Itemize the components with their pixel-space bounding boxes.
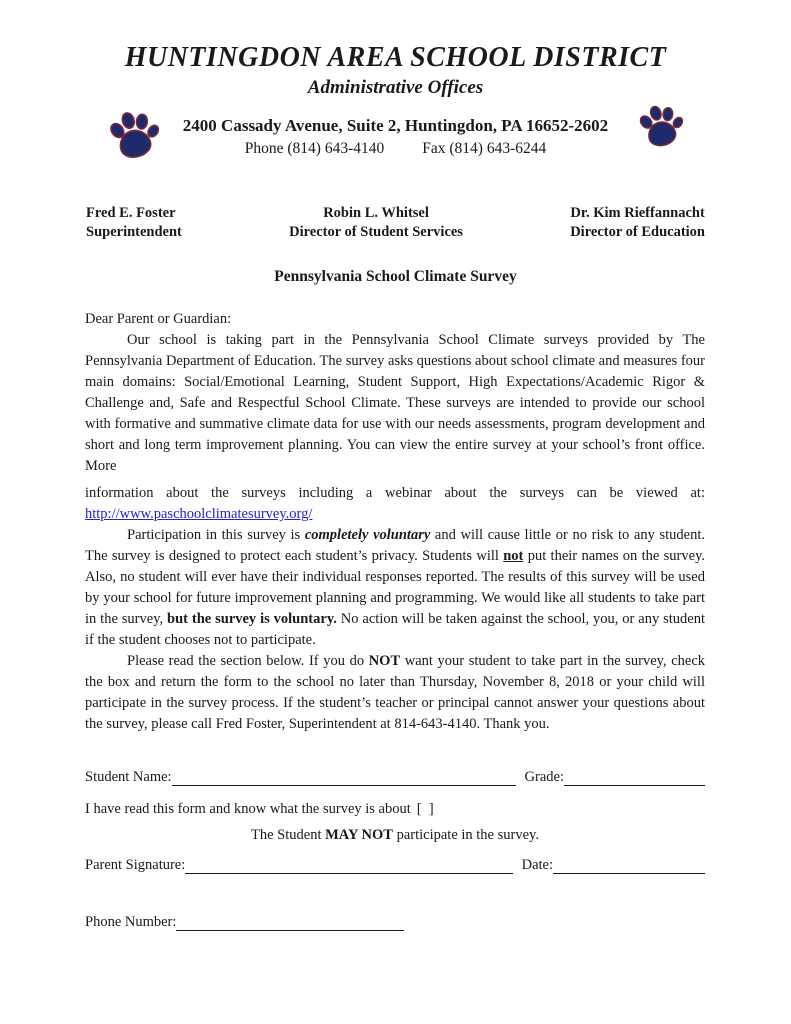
maynot-statement bbox=[85, 827, 705, 844]
text-segment: put their names on the survey. Also, no student will ever have their individual responses reported. The results of this survey will be used by your school for future improvement planning and programming. We would like all students to take part in the survey, bbox=[85, 548, 705, 627]
emphasis-completely-voluntary: completely voluntary bbox=[304, 527, 431, 543]
text-segment: want your student to take part in the survey, check the box and return the form to the school no later than Thursday, November 8, 2018 or your child will participate in the survey process. If the student’s teacher or principal cannot answer your questions about the survey, please call Fred Foster, Superintendent at 814-643-4140. Thank you. bbox=[85, 653, 705, 732]
phone-number: Phone (814) 643-4140 bbox=[244, 140, 385, 157]
contact-name: Fred E. Foster bbox=[86, 205, 176, 221]
student-name-field[interactable] bbox=[172, 769, 516, 786]
letter-body bbox=[85, 309, 705, 735]
contact-student-services bbox=[289, 204, 463, 242]
district-address: 2400 Cassady Avenue, Suite 2, Huntingdon, PA 16652-2602 bbox=[182, 116, 609, 135]
date-field[interactable] bbox=[553, 857, 705, 874]
emphasis-NOT: NOT bbox=[368, 653, 401, 669]
district-letterhead bbox=[0, 0, 791, 158]
letter-title: Pennsylvania School Climate Survey bbox=[274, 268, 517, 285]
parent-signature-label: Parent Signature: bbox=[85, 857, 186, 873]
student-name-label: Student Name: bbox=[85, 769, 172, 785]
contact-education bbox=[570, 204, 705, 242]
phone-number-label: Phone Number: bbox=[85, 914, 177, 930]
opt-out-form bbox=[85, 769, 705, 931]
paw-print-icon bbox=[106, 110, 160, 160]
text-segment: The Student bbox=[251, 827, 326, 843]
text-segment: Participation in this survey is bbox=[127, 527, 305, 543]
date-label: Date: bbox=[521, 857, 553, 873]
parent-signature-row bbox=[85, 857, 705, 874]
paragraph-intro: Our school is taking part in the Pennsylvania School Climate surveys provided by The Pennsylvania Department of Education. The survey asks questions about school climate and measures four main domains: Social/Emotional Learning, Student Support, High Expectations/Academic Rigor & Challenge and, Safe and Respectful School Climate. These surveys are intended to provide our school with formative and summative climate data for use with our needs assessments, program development and short and long term improvement planning. You can view the entire survey at your school’s front office. More bbox=[85, 332, 705, 474]
emphasis-survey-voluntary: but the survey is voluntary. bbox=[167, 611, 337, 627]
acknowledgement-row bbox=[85, 801, 705, 818]
fax-number: Fax (814) 643-6244 bbox=[422, 140, 547, 157]
paw-print-icon bbox=[636, 104, 684, 148]
salutation: Dear Parent or Guardian: bbox=[85, 311, 232, 327]
office-subtitle: Administrative Offices bbox=[307, 77, 484, 98]
grade-label: Grade: bbox=[524, 769, 564, 785]
paragraph-voluntary bbox=[85, 525, 705, 651]
acknowledgement-text: I have read this form and know what the survey is about bbox=[85, 801, 411, 817]
emphasis-not: not bbox=[503, 548, 524, 564]
contact-name: Dr. Kim Rieffannacht bbox=[570, 205, 705, 221]
administrator-contacts bbox=[86, 204, 705, 242]
contact-title: Director of Student Services bbox=[289, 224, 463, 240]
grade-field[interactable] bbox=[564, 769, 705, 786]
paragraph-instructions bbox=[85, 651, 705, 735]
emphasis-may-not: MAY NOT bbox=[325, 827, 393, 843]
text-segment: No action will be taken against the school, you, or any student if the student chooses not to participate. bbox=[85, 611, 705, 648]
survey-link-line bbox=[85, 504, 705, 525]
text-segment: and will cause little or no risk to any student. The survey is designed to protect each student’s privacy. Students will bbox=[85, 527, 705, 564]
checkbox[interactable]: [ ] bbox=[416, 801, 434, 817]
contact-title: Superintendent bbox=[86, 224, 182, 240]
survey-hyperlink[interactable]: http://www.paschoolclimatesurvey.org/ bbox=[85, 506, 313, 522]
phone-number-field[interactable] bbox=[176, 914, 404, 931]
contact-title: Director of Education bbox=[570, 224, 705, 240]
paragraph-webinar-info: information about the surveys including a webinar about the surveys can be viewed at: bbox=[85, 485, 705, 501]
district-name: HUNTINGDON AREA SCHOOL DISTRICT bbox=[124, 42, 667, 73]
phone-number-row bbox=[85, 914, 705, 931]
text-segment: participate in the survey. bbox=[392, 827, 539, 843]
student-name-row bbox=[85, 769, 705, 786]
text-segment: Please read the section below. If you do bbox=[127, 653, 369, 669]
contact-superintendent bbox=[86, 204, 182, 242]
parent-signature-field[interactable] bbox=[185, 857, 512, 874]
contact-name: Robin L. Whitsel bbox=[323, 205, 429, 221]
